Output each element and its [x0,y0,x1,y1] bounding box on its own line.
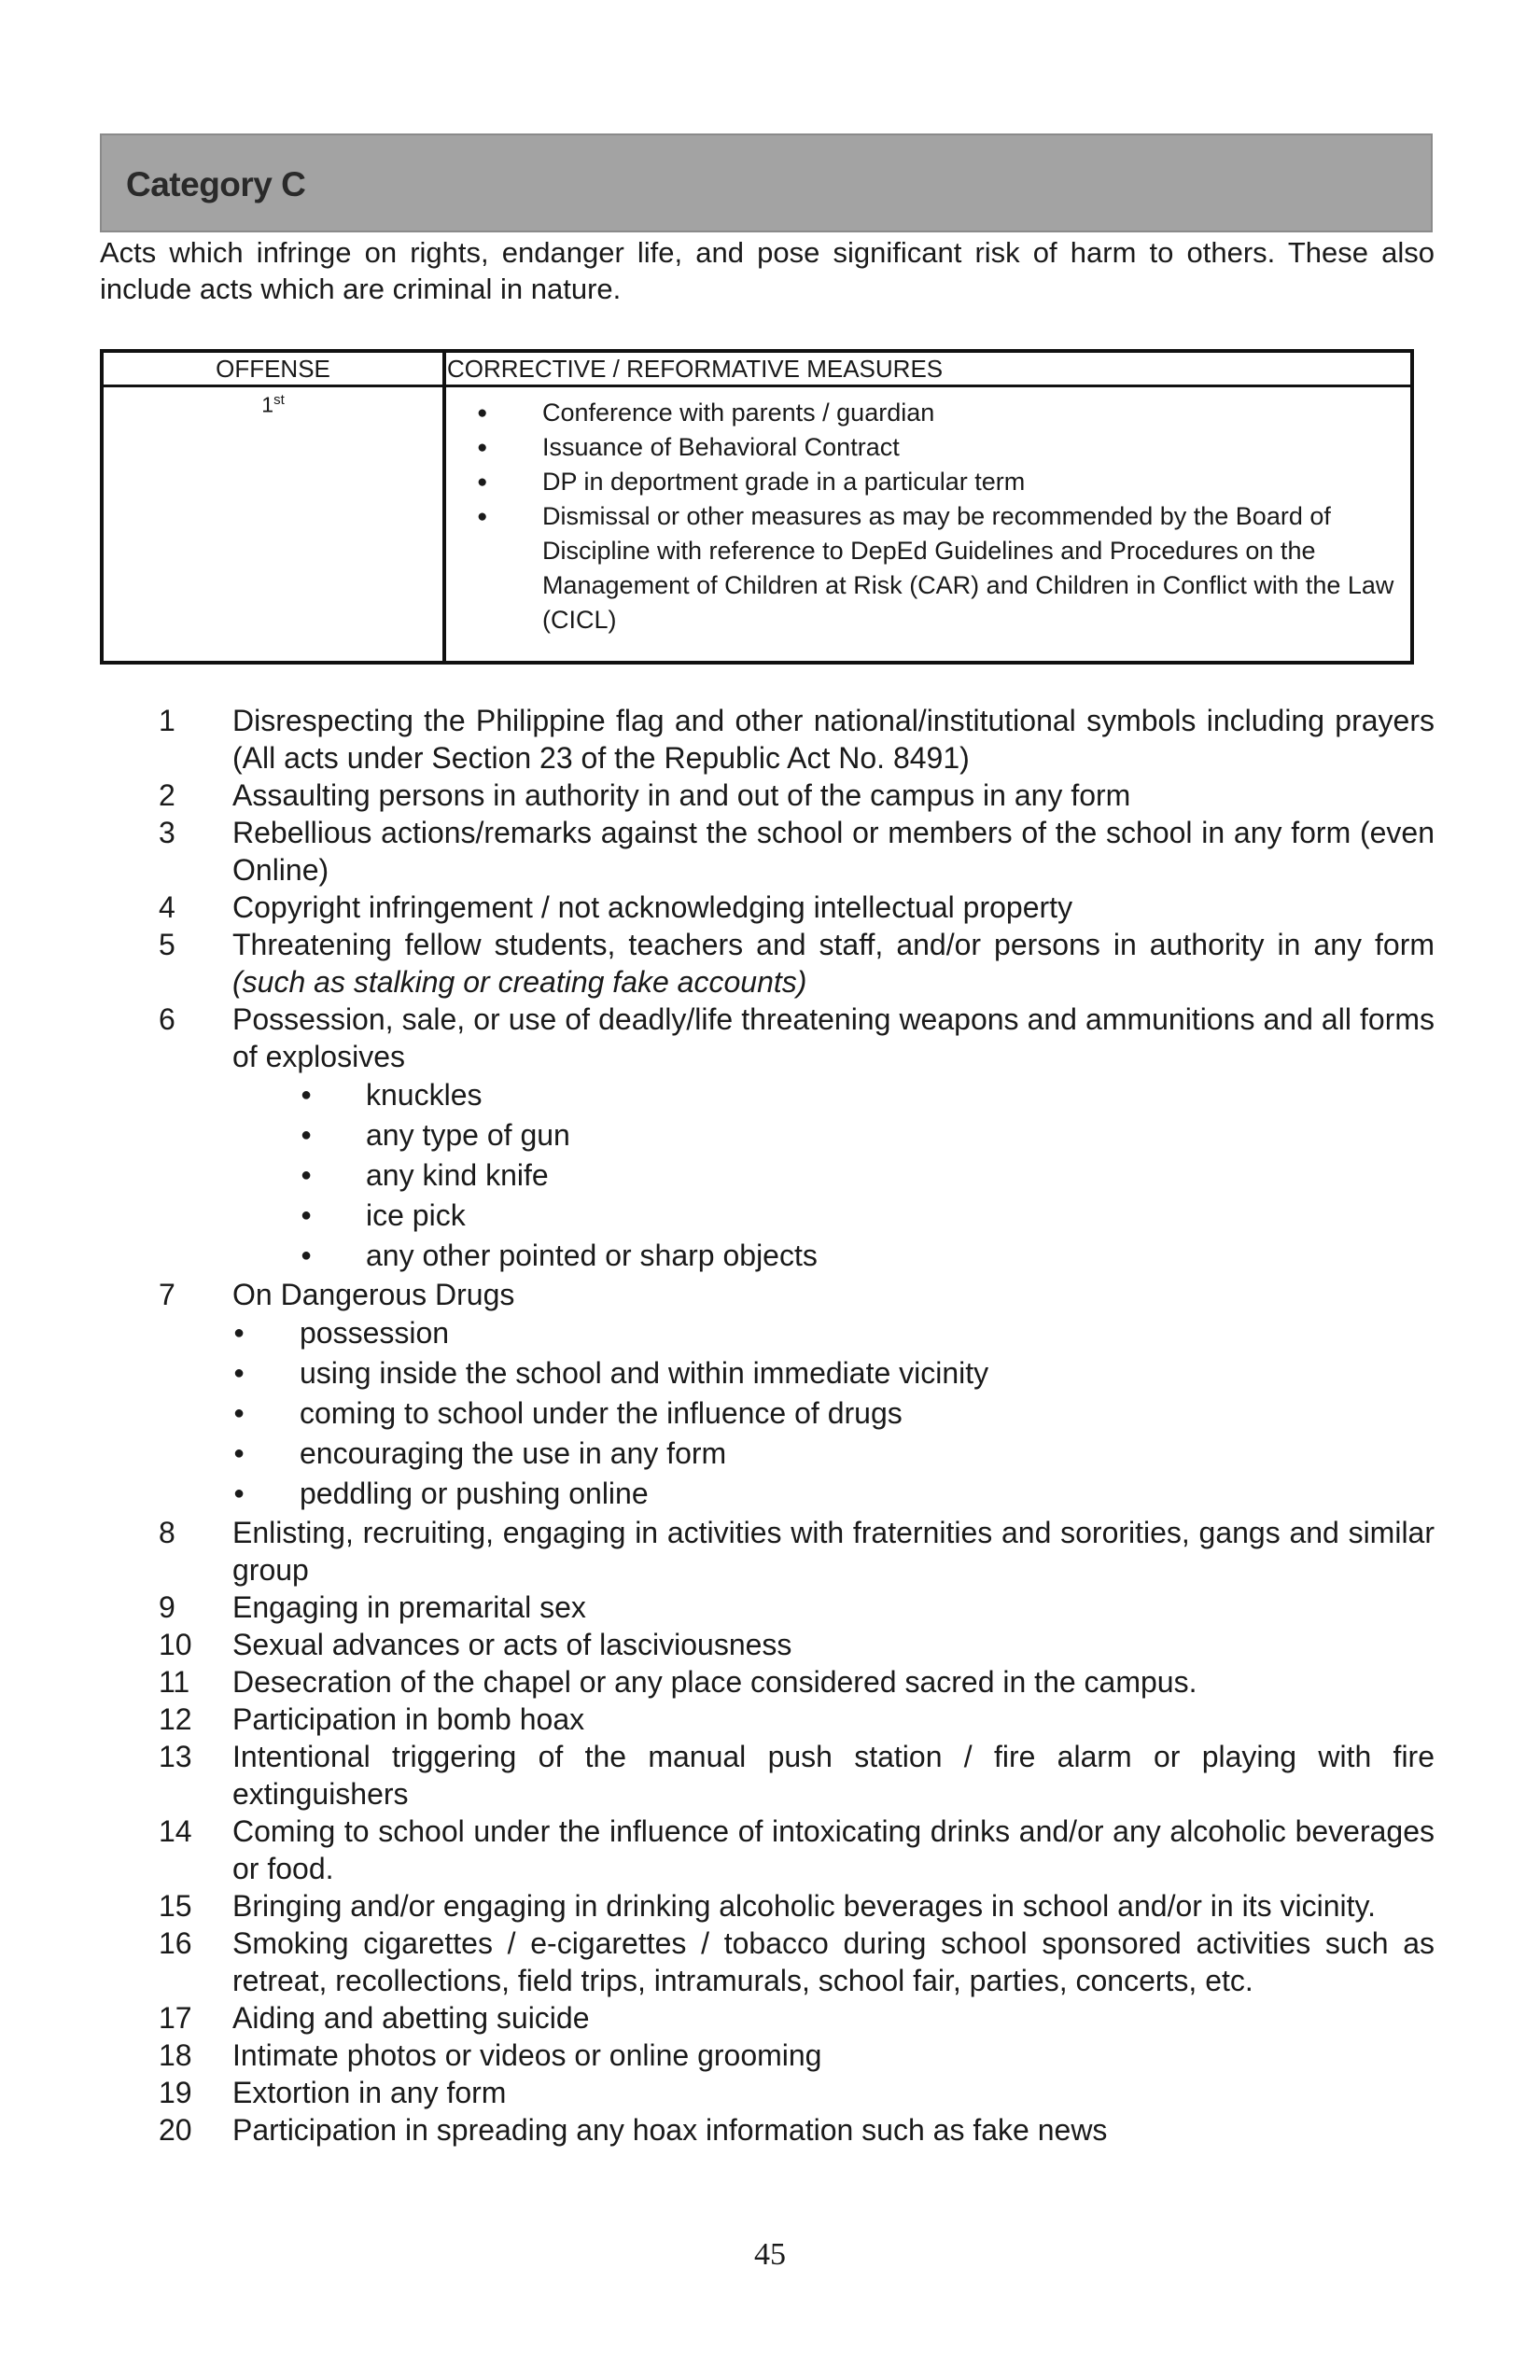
offense-table [100,349,1414,665]
offense-list [159,702,1435,2149]
category-title: Category C [126,165,306,203]
sub-list-item: ● any kind knife [159,1155,1435,1196]
item-text: Participation in spreading any hoax information such as fake news [232,2113,1108,2147]
sub-list-item: ● possession [159,1313,1435,1353]
item-text: Desecration of the chapel or any place considered sacred in the campus. [232,1665,1197,1699]
item-text: Extortion in any form [232,2076,507,2109]
offense-count [104,392,442,418]
item-number: 4 [159,890,175,924]
item-text: On Dangerous Drugs [232,1278,515,1311]
item-number: 18 [159,2038,192,2072]
list-item [159,2037,1435,2074]
item-text: Smoking cigarettes / e-cigarettes / tobacco during school sponsored activities such as retreat, recollections, field trips, intramurals, school fair, parties, concerts, etc. [232,1926,1435,1997]
sub-list-item: ● encouraging the use in any form [159,1434,1435,1474]
item-number: 19 [159,2076,192,2109]
list-item [159,1276,1435,1313]
sub-list-item: ● knuckles [159,1075,1435,1115]
list-item [159,1813,1435,1887]
offense-count-number: 1 [261,392,274,417]
item-text: Sexual advances or acts of lasciviousness [232,1628,792,1661]
item-number: 10 [159,1628,192,1661]
item-text: Disrespecting the Philippine flag and other national/institutional symbols including prayers (All acts under Section 23 of the Republic Act No. 8491) [232,704,1435,775]
item-number: 15 [159,1889,192,1923]
item-text: Coming to school under the influence of intoxicating drinks and/or any alcoholic beverages or food. [232,1814,1435,1885]
category-banner [100,133,1433,232]
list-item [159,1001,1435,1075]
item-number: 20 [159,2113,192,2147]
list-item [159,1514,1435,1589]
column-divider [442,353,446,661]
item-number: 17 [159,2001,192,2035]
item-number: 13 [159,1740,192,1773]
item-text: Bringing and/or engaging in drinking alcoholic beverages in school and/or in its vicinity. [232,1889,1377,1923]
item-number: 2 [159,778,175,812]
item-italic-note: (such as stalking or creating fake accounts) [232,965,807,999]
list-item [159,702,1435,777]
list-item [159,1701,1435,1738]
item-number: 6 [159,1002,175,1036]
list-item [159,1626,1435,1663]
category-description: Acts which infringe on rights, endanger life, and pose significant risk of harm to others. These also include acts which are criminal in nature. [100,236,1435,305]
list-item [159,2074,1435,2111]
table-header-row [104,353,1410,387]
list-item [159,1589,1435,1626]
list-item [159,1738,1435,1813]
item-text: Possession, sale, or use of deadly/life threatening weapons and ammunitions and all forms of explosives [232,1002,1435,1073]
measure-item: ● DP in deportment grade in a particular term [542,465,1406,499]
list-item [159,814,1435,889]
measure-item: ● Dismissal or other measures as may be recommended by the Board of Discipline with reference to DepEd Guidelines and Procedures on the Management of Children at Risk (CAR) and Children in Conflict with the Law (CICL) [542,499,1406,637]
item-number: 1 [159,704,175,737]
item-text: Enlisting, recruiting, engaging in activities with fraternities and sororities, gangs and similar group [232,1516,1435,1587]
list-item [159,926,1435,1001]
item-text: Participation in bomb hoax [232,1702,585,1736]
item-number: 11 [159,1665,190,1699]
offense-column-header: OFFENSE [216,355,330,383]
page-number: 45 [754,2237,786,2272]
list-item [159,777,1435,814]
item-text: Aiding and abetting suicide [232,2001,590,2035]
item-number: 12 [159,1702,192,1736]
list-item [159,1925,1435,1999]
measures-list [542,396,1406,637]
offense-count-suffix: st [273,392,285,408]
measure-item: ● Issuance of Behavioral Contract [542,430,1406,465]
measures-column-header: CORRECTIVE / REFORMATIVE MEASURES [447,355,944,383]
item-text: Threatening fellow students, teachers and staff, and/or persons in authority in any form [232,928,1435,961]
item-number: 16 [159,1926,192,1960]
sub-list-item: ● any type of gun [159,1115,1435,1155]
item-number: 3 [159,816,175,849]
sub-list-item: ● peddling or pushing online [159,1474,1435,1514]
item-number: 14 [159,1814,192,1848]
sub-list-item: ● using inside the school and within immediate vicinity [159,1353,1435,1393]
list-item [159,1663,1435,1701]
list-item [159,889,1435,926]
item-text: Intentional triggering of the manual push station / fire alarm or playing with fire extinguishers [232,1740,1435,1811]
item-text: Copyright infringement / not acknowledging intellectual property [232,890,1073,924]
measure-item: ● Conference with parents / guardian [542,396,1406,430]
list-item [159,1999,1435,2037]
list-item [159,2111,1435,2149]
item-number: 5 [159,928,175,961]
item-text: Engaging in premarital sex [232,1590,586,1624]
item-text: Assaulting persons in authority in and out of the campus in any form [232,778,1131,812]
item-text: Rebellious actions/remarks against the school or members of the school in any form (even Online) [232,816,1435,887]
item-number: 7 [159,1278,175,1311]
sub-list-item: ● any other pointed or sharp objects [159,1236,1435,1276]
item-number: 8 [159,1516,175,1549]
sub-list-item: ● coming to school under the influence of drugs [159,1393,1435,1434]
list-item [159,1887,1435,1925]
sub-list-item: ● ice pick [159,1196,1435,1236]
item-number: 9 [159,1590,175,1624]
item-text: Intimate photos or videos or online grooming [232,2038,822,2072]
